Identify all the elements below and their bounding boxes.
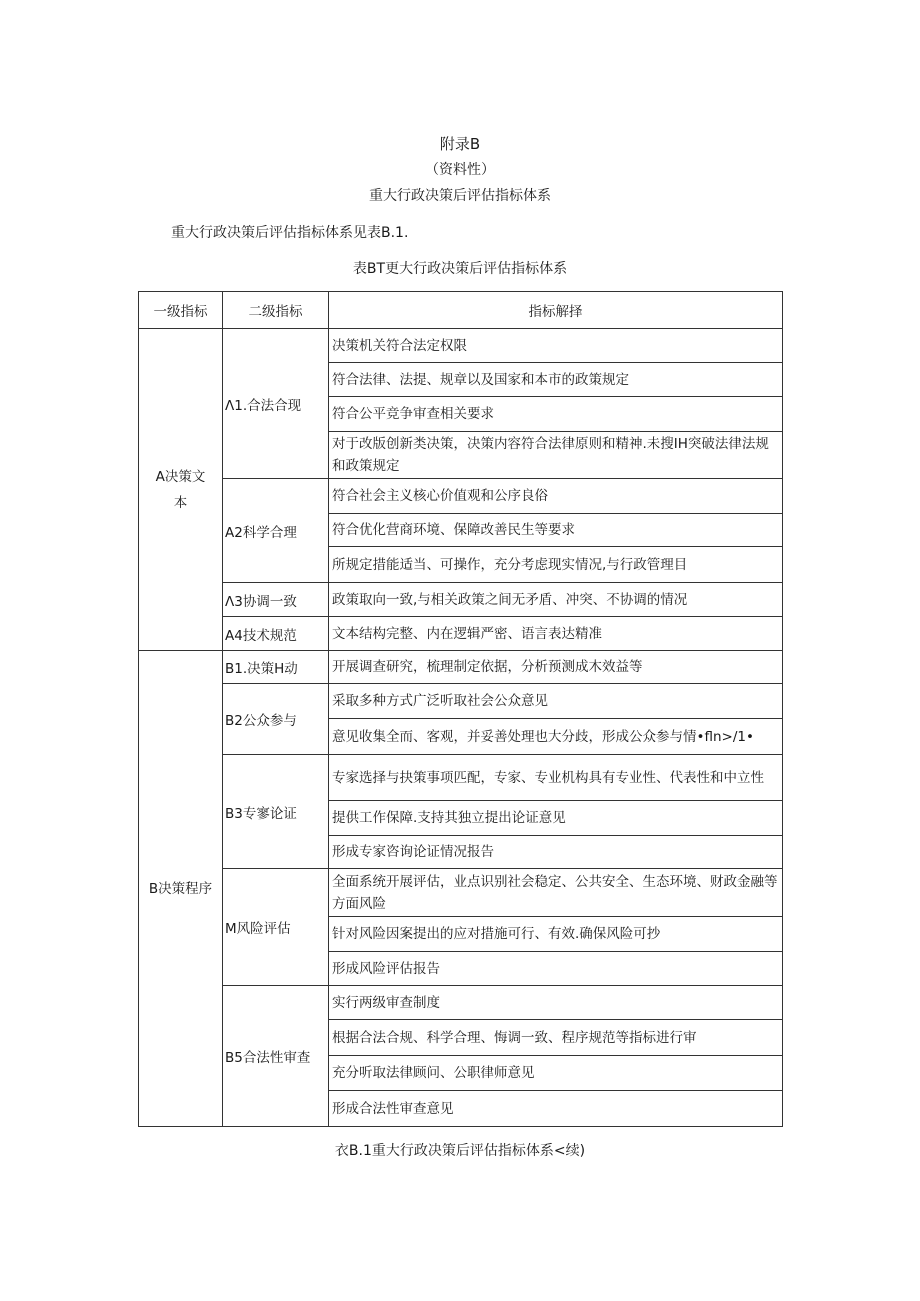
indicator-explanation: 政策取向一致,与相关政策之间无矛盾、冲突、不协调的情况 [329,583,783,617]
indicator-explanation: 符合社会主义核心价值观和公序良俗 [329,479,783,514]
indicator-explanation: 全面系统开展评估，业点识别社会稳定、公共安全、生态环境、财政金融等方面风险 [329,869,783,917]
indicator-explanation: 开展调查研究，梳理制定依据，分析预测成木效益等 [329,651,783,684]
indicator-explanation: 符合法律、法提、规章以及国家和本市的政策规定 [329,363,783,397]
indicator-explanation: 提供工作保障.支持其独立提出论证意见 [329,801,783,836]
column-header-level2: 二级指标 [223,292,329,329]
table-row [139,479,783,514]
table-row [139,651,783,684]
table-row [139,986,783,1020]
table-row [139,329,783,363]
indicator-explanation: 充分听取法律顾问、公职律师意见 [329,1056,783,1091]
indicator-explanation: 实行两级审查制度 [329,986,783,1020]
level1-indicator: B决策程序 [139,651,223,1127]
indicator-explanation: 根据合法合规、科学合理、悔调一致、程序规范等指标进行审 [329,1020,783,1056]
level2-indicator: B2公众参与 [223,684,329,755]
table-caption: 表BT更大行政决策后评估指标体系 [352,261,568,277]
indicator-explanation: 形成专家咨询论证情况报告 [329,836,783,869]
indicator-explanation: 形成合法性审查意见 [329,1091,783,1127]
table-body [139,329,783,1127]
level2-indicator: M风险评估 [223,869,329,986]
level2-indicator: B1.决策H动 [223,651,329,684]
indicator-explanation: 决策机关符合法定权限 [329,329,783,363]
level2-indicator: B3专寥论证 [223,755,329,869]
table-row [139,684,783,719]
indicator-explanation: 所规定措能适当、可操作，充分考虑现实情况,与行政管理目 [329,547,783,583]
indicator-explanation: 文本结构完整、内在逻辑严密、语言表达精准 [329,617,783,651]
level2-indicator: Λ1.合法合现 [223,329,329,479]
table-row [139,869,783,917]
level2-indicator: Λ3协调一致 [223,583,329,617]
indicator-explanation: 针对风险因案提出的应对措施可行、有效.确保风险可抄 [329,917,783,952]
table-row [139,755,783,801]
appendix-title: 附录B [439,135,481,153]
indicator-explanation: 形成风险评估报告 [329,952,783,986]
table-row [139,583,783,617]
continuation-caption: 衣B.1重大行政决策后评估指标体系<续) [334,1143,586,1159]
indicator-table [138,291,783,1127]
indicator-explanation: 符合公平竞争审查相关要求 [329,397,783,432]
indicator-explanation: 符合优化营商环境、保障改善民生等要求 [329,514,783,547]
level2-indicator: A2科学合理 [223,479,329,583]
level2-indicator: A4技术规范 [223,617,329,651]
appendix-subtitle: （资料性） [425,162,495,178]
indicator-explanation: 专家选择与抉策事项匹配，专家、专业机构具有专业性、代表性和中立性 [329,755,783,801]
indicator-explanation: 对于改版创新类决策，决策内容符合法律原则和精神.未搜ΙΗ突破法律法规和政策规定 [329,432,783,479]
intro-text: 重大行政决策后评估指标体系见表B.1. [171,225,409,241]
indicator-explanation: 采取多种方式广泛听取社会公众意见 [329,684,783,719]
level2-indicator: B5合法性审查 [223,986,329,1127]
level1-indicator: A决策文本 [139,329,223,651]
table-row [139,617,783,651]
table-header-row [139,292,783,329]
column-header-explanation: 指标解择 [329,292,783,329]
column-header-level1: 一级指标 [139,292,223,329]
document-title: 重大行政决策后评估指标体系 [369,188,551,204]
indicator-explanation: 意见收集全而、客观，并妥善处理也大分歧，形成公众参与情•fln>/1• [329,719,783,755]
